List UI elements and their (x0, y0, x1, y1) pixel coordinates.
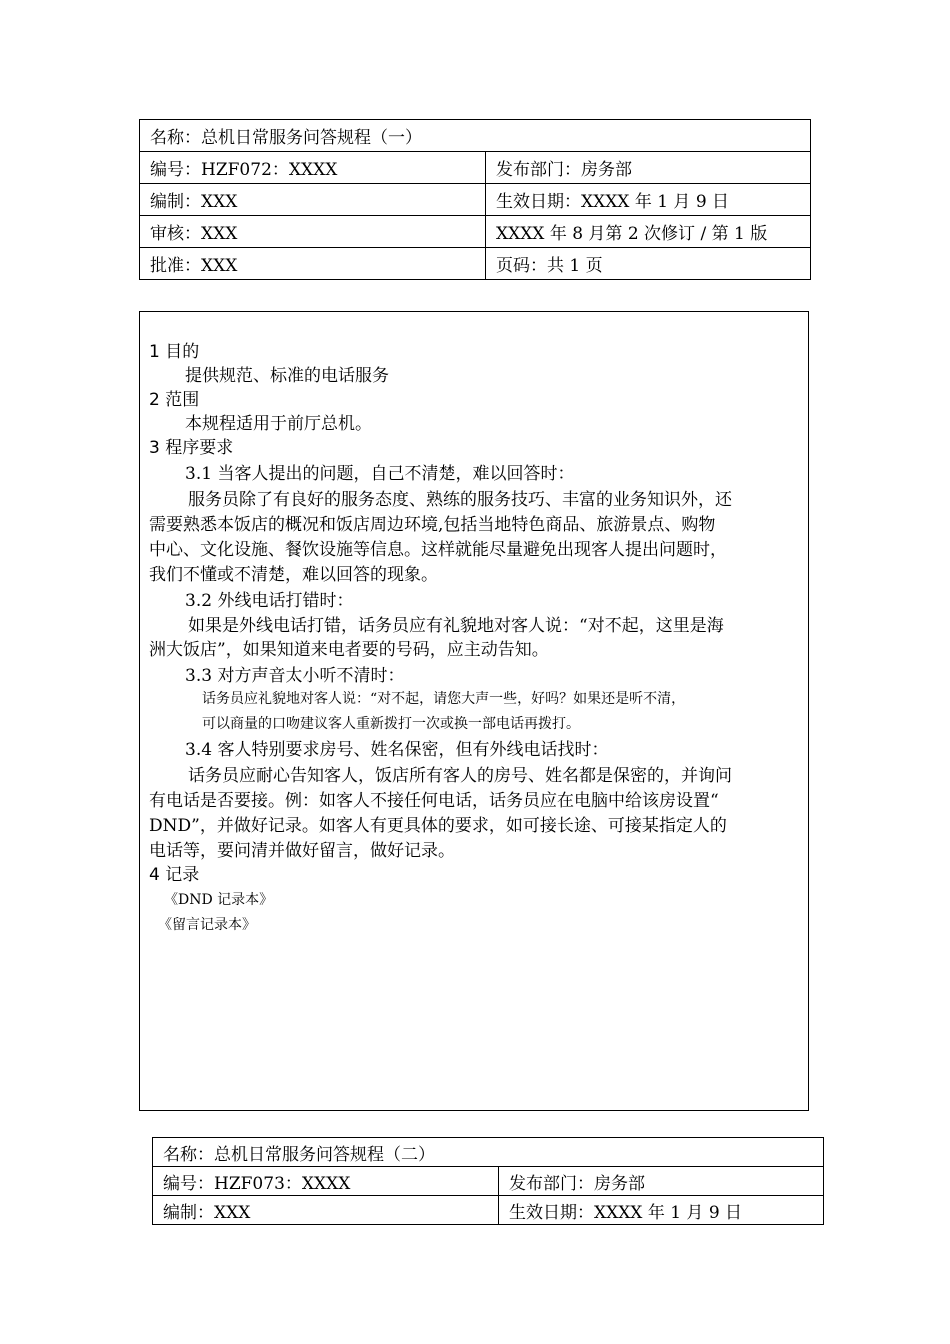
doc-code: 编号：HZF072：XXXX (140, 152, 486, 184)
record-item: 《留言记录本》 (158, 917, 256, 933)
paragraph-line: 中心、文化设施、餐饮设施等信息。这样就能尽量避免出现客人提出问题时， (149, 540, 727, 560)
effective-date: 生效日期：XXXX 年 1 月 9 日 (499, 1196, 824, 1225)
section-3-2-heading: 3.2 外线电话打错时： (185, 591, 354, 611)
procedure-header-2 (152, 1137, 824, 1225)
paragraph-line: 有电话是否要接。例：如客人不接任何电话，话务员应在电脑中给该房设置“ (149, 791, 719, 811)
paragraph-line: 需要熟悉本饭店的概况和饭店周边环境,包括当地特色商品、旅游景点、购物 (149, 515, 716, 535)
section-1-heading: 1 目的 (149, 342, 200, 362)
doc-title: 名称：总机日常服务问答规程（二） (153, 1138, 824, 1167)
procedure-header-1 (139, 119, 811, 280)
section-3-heading: 3 程序要求 (149, 438, 234, 458)
reviewer: 审核：XXX (140, 216, 486, 248)
paragraph-line: 话务员应耐心告知客人，饭店所有客人的房号、姓名都是保密的，并询问 (188, 766, 732, 786)
issuing-dept: 发布部门：房务部 (499, 1167, 824, 1196)
paragraph-line: 话务员应礼貌地对客人说：“对不起，请您大声一些，好吗？如果还是听不清， (202, 691, 686, 707)
approver: 批准：XXX (140, 248, 486, 280)
section-3-1-heading: 3.1 当客人提出的问题，自己不清楚，难以回答时： (185, 464, 575, 484)
paragraph-line: 我们不懂或不清楚，难以回答的现象。 (149, 565, 438, 585)
section-4-heading: 4 记录 (149, 865, 200, 885)
paragraph-line: 可以商量的口吻建议客人重新拨打一次或换一部电话再拨打。 (202, 716, 580, 732)
paragraph-line: 如果是外线电话打错，话务员应有礼貌地对客人说：“对不起，这里是海 (188, 616, 724, 636)
issuing-dept: 发布部门：房务部 (486, 152, 811, 184)
procedure-content (139, 311, 809, 1111)
section-3-4-heading: 3.4 客人特别要求房号、姓名保密，但有外线电话找时： (185, 740, 609, 760)
doc-code: 编号：HZF073：XXXX (153, 1167, 499, 1196)
compiler: 编制：XXX (140, 184, 486, 216)
doc-title: 名称：总机日常服务问答规程（一） (140, 120, 811, 152)
section-2-heading: 2 范围 (149, 390, 200, 410)
paragraph-line: 电话等，要问清并做好留言，做好记录。 (149, 841, 455, 861)
record-item: 《DND 记录本》 (164, 892, 274, 908)
paragraph-line: DND”，并做好记录。如客人有更具体的要求，如可接长途、可接某指定人的 (149, 816, 727, 836)
compiler: 编制：XXX (153, 1196, 499, 1225)
section-2-text: 本规程适用于前厅总机。 (185, 414, 372, 434)
section-3-3-heading: 3.3 对方声音太小听不清时： (185, 666, 405, 686)
effective-date: 生效日期：XXXX 年 1 月 9 日 (486, 184, 811, 216)
revision-info: XXXX 年 8 月第 2 次修订 / 第 1 版 (486, 216, 811, 248)
section-1-text: 提供规范、标准的电话服务 (185, 366, 389, 386)
page-count: 页码：共 1 页 (486, 248, 811, 280)
paragraph-line: 洲大饭店”，如果知道来电者要的号码，应主动告知。 (149, 640, 549, 660)
paragraph-line: 服务员除了有良好的服务态度、熟练的服务技巧、丰富的业务知识外，还 (188, 490, 732, 510)
